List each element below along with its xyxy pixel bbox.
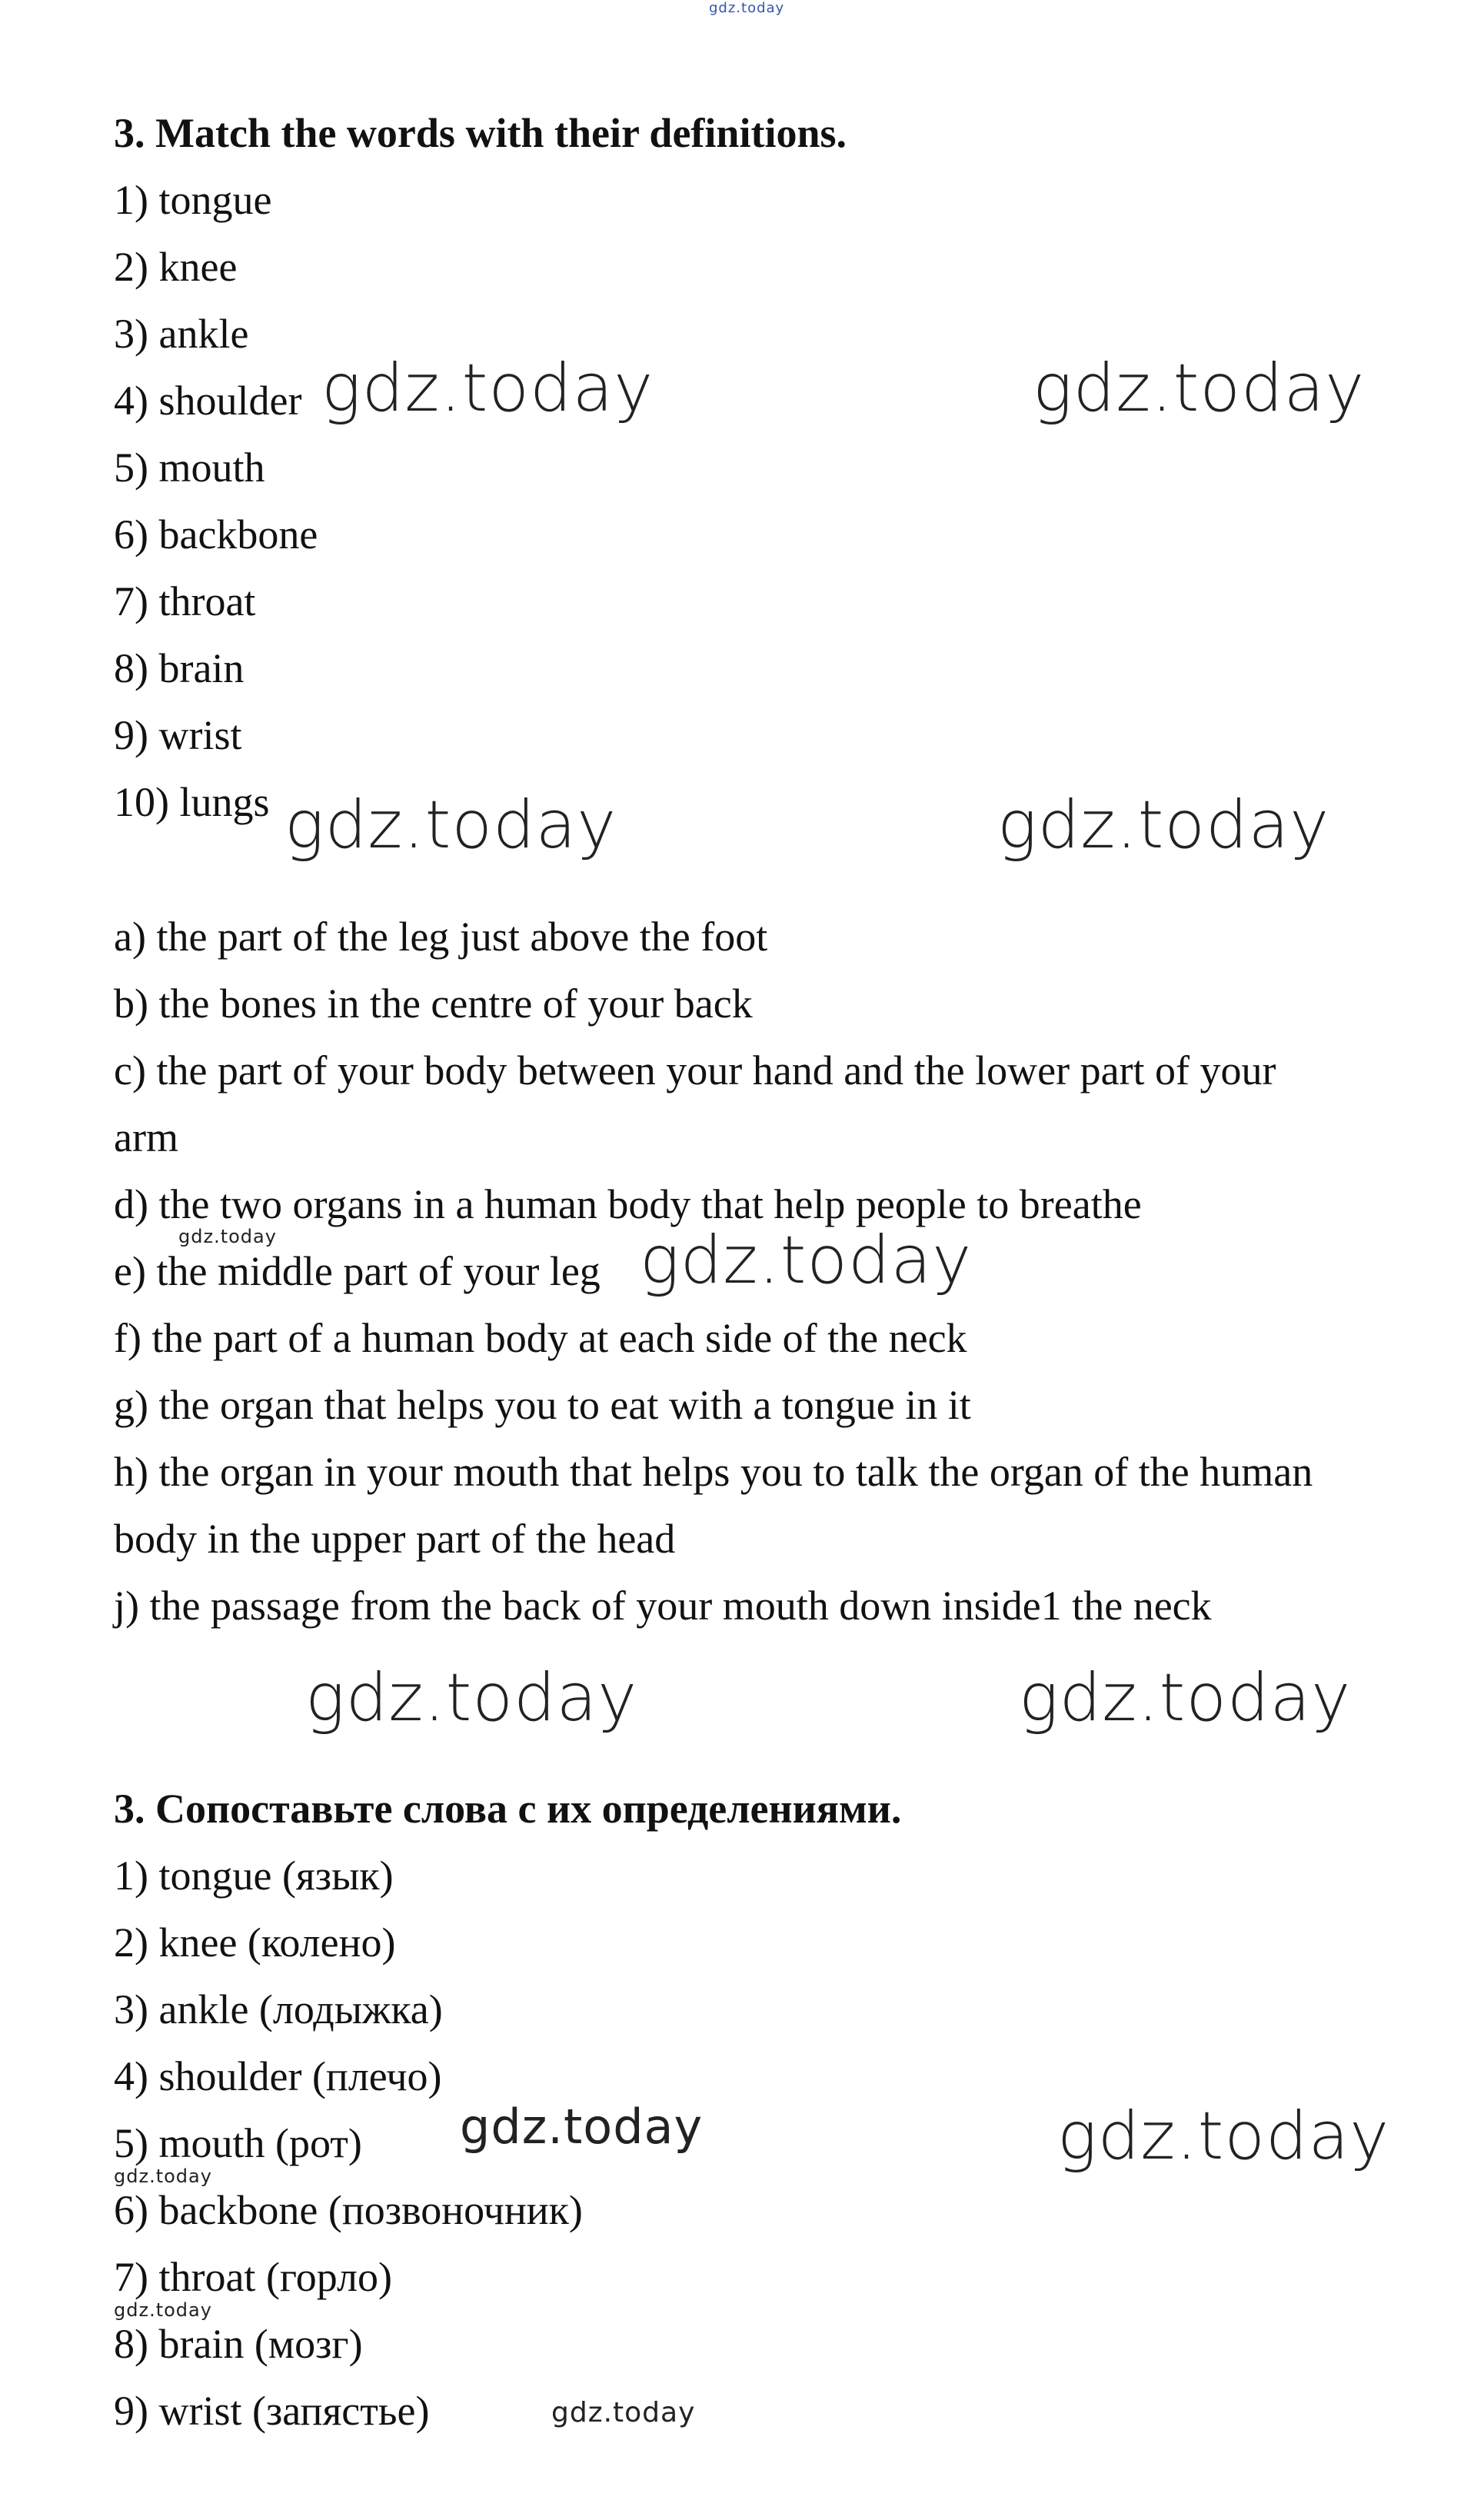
word-item: 9) wrist — [114, 712, 242, 758]
exercise-heading-ru: 3. Сопоставьте слова с их определениями. — [114, 1786, 902, 1832]
word-item: 3) ankle — [114, 311, 249, 357]
watermark: gdz.today — [1057, 2098, 1390, 2175]
watermark: gdz.today — [305, 1659, 638, 1736]
watermark: gdz.today — [460, 2099, 704, 2155]
definition-item: f) the part of a human body at each side of the neck — [114, 1315, 967, 1361]
word-item: 8) brain — [114, 645, 245, 691]
watermark: gdz.today — [321, 350, 654, 427]
definition-item: d) the two organs in a human body that help people to breathe — [114, 1181, 1142, 1227]
watermark: gdz.today — [178, 1226, 277, 1247]
definition-item: c) the part of your body between your hand and the lower part of your — [114, 1047, 1276, 1094]
watermark: gdz.today — [1033, 350, 1366, 427]
definition-item: h) the organ in your mouth that helps you to talk the organ of the human — [114, 1449, 1313, 1495]
definition-item: a) the part of the leg just above the foot — [114, 914, 768, 960]
watermark: gdz.today — [114, 2165, 212, 2187]
word-item: 5) mouth — [114, 444, 265, 491]
watermark-top: gdz.today — [709, 0, 785, 16]
word-item-translated: 5) mouth (рот) — [114, 2120, 362, 2166]
definition-item: arm — [114, 1114, 178, 1160]
word-item: 2) knee — [114, 244, 238, 290]
definition-item: j) the passage from the back of your mouth down inside1 the neck — [114, 1583, 1212, 1629]
word-item: 4) shoulder — [114, 378, 302, 424]
word-item: 10) lungs — [114, 779, 270, 825]
definition-item: body in the upper part of the head — [114, 1516, 676, 1562]
watermark: gdz.today — [997, 787, 1330, 864]
definition-item: b) the bones in the centre of your back — [114, 980, 753, 1027]
word-item-translated: 1) tongue (язык) — [114, 1853, 394, 1899]
watermark: gdz.today — [640, 1222, 973, 1299]
word-item: 7) throat — [114, 578, 256, 624]
watermark: gdz.today — [551, 2397, 696, 2428]
word-item-translated: 7) throat (горло) — [114, 2254, 392, 2300]
definition-item: e) the middle part of your leg — [114, 1248, 601, 1294]
watermark: gdz.today — [284, 787, 617, 864]
watermark: gdz.today — [1019, 1659, 1352, 1736]
word-item-translated: 4) shoulder (плечо) — [114, 2053, 442, 2099]
exercise-heading-en: 3. Match the words with their definitions. — [114, 110, 847, 156]
word-item-translated: 6) backbone (позвоночник) — [114, 2187, 583, 2233]
word-item-translated: 2) knee (колено) — [114, 1919, 396, 1966]
word-item: 6) backbone — [114, 511, 318, 558]
word-item-translated: 9) wrist (запястье) — [114, 2388, 430, 2434]
word-item-translated: 8) brain (мозг) — [114, 2321, 363, 2367]
word-item: 1) tongue — [114, 177, 272, 223]
watermark: gdz.today — [114, 2299, 212, 2321]
definition-item: g) the organ that helps you to eat with a tongue in it — [114, 1382, 971, 1428]
word-item-translated: 3) ankle (лодыжка) — [114, 1986, 443, 2032]
